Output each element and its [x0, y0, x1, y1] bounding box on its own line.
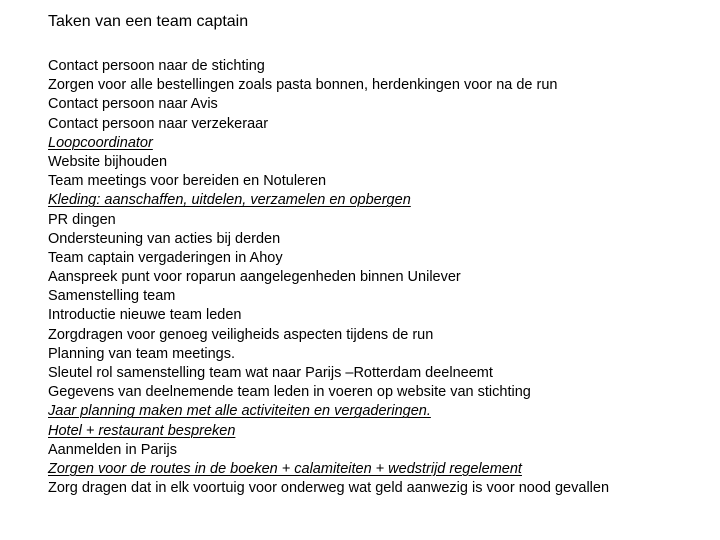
- task-item: Aanspreek punt voor roparun aangelegenheden binnen Unilever: [48, 269, 461, 286]
- task-item: Contact persoon naar verzekeraar: [48, 115, 269, 132]
- task-item: Gegevens van deelnemende team leden in voeren op website van stichting: [48, 384, 531, 401]
- task-item: Kleding: aanschaffen, uitdelen, verzamelen en opbergen: [48, 192, 411, 209]
- task-item: Zorgen voor de routes in de boeken + calamiteiten + wedstrijd regelement: [48, 460, 522, 477]
- task-item: Zorgen voor alle bestellingen zoals pasta bonnen, herdenkingen voor na de run: [48, 77, 558, 94]
- task-item: Team meetings voor bereiden en Notuleren: [48, 173, 327, 190]
- task-item: Samenstelling team: [48, 288, 176, 305]
- task-item: Jaar planning maken met alle activiteiten en vergaderingen.: [48, 403, 431, 420]
- task-item: Sleutel rol samenstelling team wat naar Parijs –Rotterdam deelneemt: [48, 365, 493, 381]
- task-item: Zorg dragen dat in elk voortuig voor onderweg wat geld aanwezig is voor nood gevallen: [48, 480, 610, 497]
- page-title: Taken van een team captain: [48, 13, 249, 30]
- task-item: Aanmelden in Parijs: [48, 441, 177, 458]
- task-item: Planning van team meetings.: [48, 345, 235, 362]
- task-item: Hotel + restaurant bespreken: [48, 422, 236, 439]
- task-item: PR dingen: [48, 211, 116, 228]
- task-list: [48, 57, 609, 498]
- task-item: Contact persoon naar Avis: [48, 96, 218, 113]
- task-item: Team captain vergaderingen in Ahoy: [48, 249, 283, 266]
- task-item: Contact persoon naar de stichting: [48, 58, 265, 74]
- task-item: Introductie nieuwe team leden: [48, 307, 242, 324]
- task-item: Ondersteuning van acties bij derden: [48, 230, 281, 247]
- task-item: Zorgdragen voor genoeg veiligheids aspecten tijdens de run: [48, 326, 434, 343]
- task-item: Loopcoordinator: [48, 134, 153, 151]
- task-item: Website bijhouden: [48, 153, 168, 170]
